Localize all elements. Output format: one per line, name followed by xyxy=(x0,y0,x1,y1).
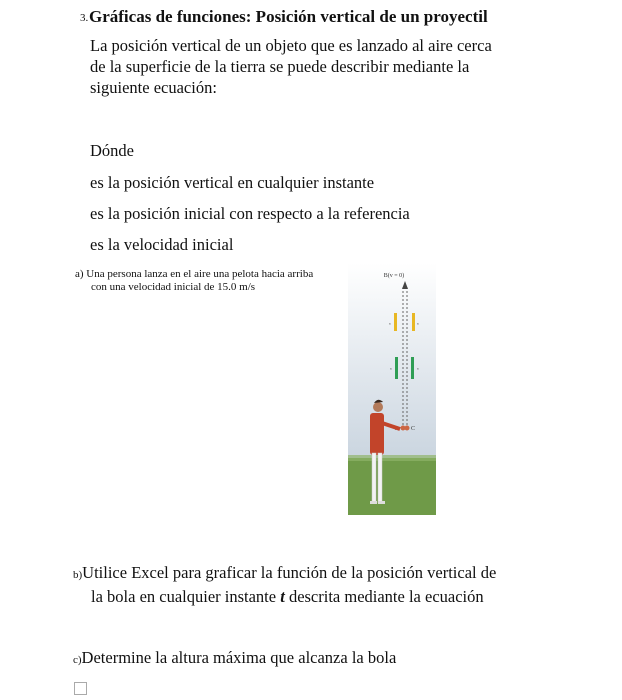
person-leg-right xyxy=(378,453,382,503)
part-b-label: b) xyxy=(73,569,83,581)
variable-t: t xyxy=(280,587,285,606)
ball-c xyxy=(405,426,410,431)
part-b-text-3: descrita mediante la ecuación xyxy=(284,587,484,606)
intro-line: siguiente ecuación: xyxy=(90,78,217,97)
svg-text:v: v xyxy=(417,366,419,371)
problem-title: Gráficas de funciones: Posición vertical de un proyectil xyxy=(89,7,488,26)
part-b-line-2 xyxy=(73,586,573,607)
problem-number: 3. xyxy=(80,12,89,24)
svg-text:v: v xyxy=(390,366,392,371)
definition-initial-position: es la posición inicial con respecto a la referencia xyxy=(90,204,410,223)
velocity-arrow-up-yellow xyxy=(394,313,397,331)
sky-background xyxy=(348,263,436,463)
velocity-arrow-down-yellow xyxy=(412,313,415,331)
grass-ground xyxy=(348,458,436,515)
checkbox[interactable] xyxy=(74,682,87,695)
velocity-arrow-down-green xyxy=(411,357,414,379)
part-c-text: Determine la altura máxima que alcanza la bola xyxy=(81,648,397,667)
person-head xyxy=(373,402,383,412)
part-c-label: c) xyxy=(73,654,82,666)
point-b-label: B(v = 0) xyxy=(383,273,405,279)
person-leg-left xyxy=(372,453,376,503)
point-c-label: C xyxy=(411,426,416,432)
part-b-text-2: la bola en cualquier instante xyxy=(91,587,281,606)
svg-text:v: v xyxy=(389,321,391,326)
projectile-figure xyxy=(348,263,436,515)
projectile-illustration xyxy=(348,263,436,515)
velocity-label: v xyxy=(417,321,419,326)
part-a-text-2: con una velocidad inicial de 15.0 m/s xyxy=(91,281,256,293)
part-c xyxy=(73,647,396,671)
intro-paragraph xyxy=(90,35,570,98)
part-a xyxy=(75,268,345,294)
part-b-line-1 xyxy=(73,562,573,586)
part-a-text-1: Una persona lanza en el aire una pelota hacia arriba xyxy=(86,268,314,280)
part-a-label: a) xyxy=(75,268,84,280)
intro-line: La posición vertical de un objeto que es lanzado al aire cerca xyxy=(90,36,492,55)
donde-label: Dónde xyxy=(90,141,134,160)
definition-initial-velocity: es la velocidad inicial xyxy=(90,235,234,254)
definition-position: es la posición vertical en cualquier instante xyxy=(90,173,375,192)
part-b xyxy=(73,562,573,607)
intro-line: de la superficie de la tierra se puede describir mediante la xyxy=(90,57,470,76)
velocity-arrow-up-green xyxy=(395,357,398,379)
person-shirt xyxy=(370,413,384,455)
part-a-line-1 xyxy=(75,268,345,281)
part-b-text-1: Utilice Excel para graficar la función de la posición vertical de xyxy=(82,563,497,582)
